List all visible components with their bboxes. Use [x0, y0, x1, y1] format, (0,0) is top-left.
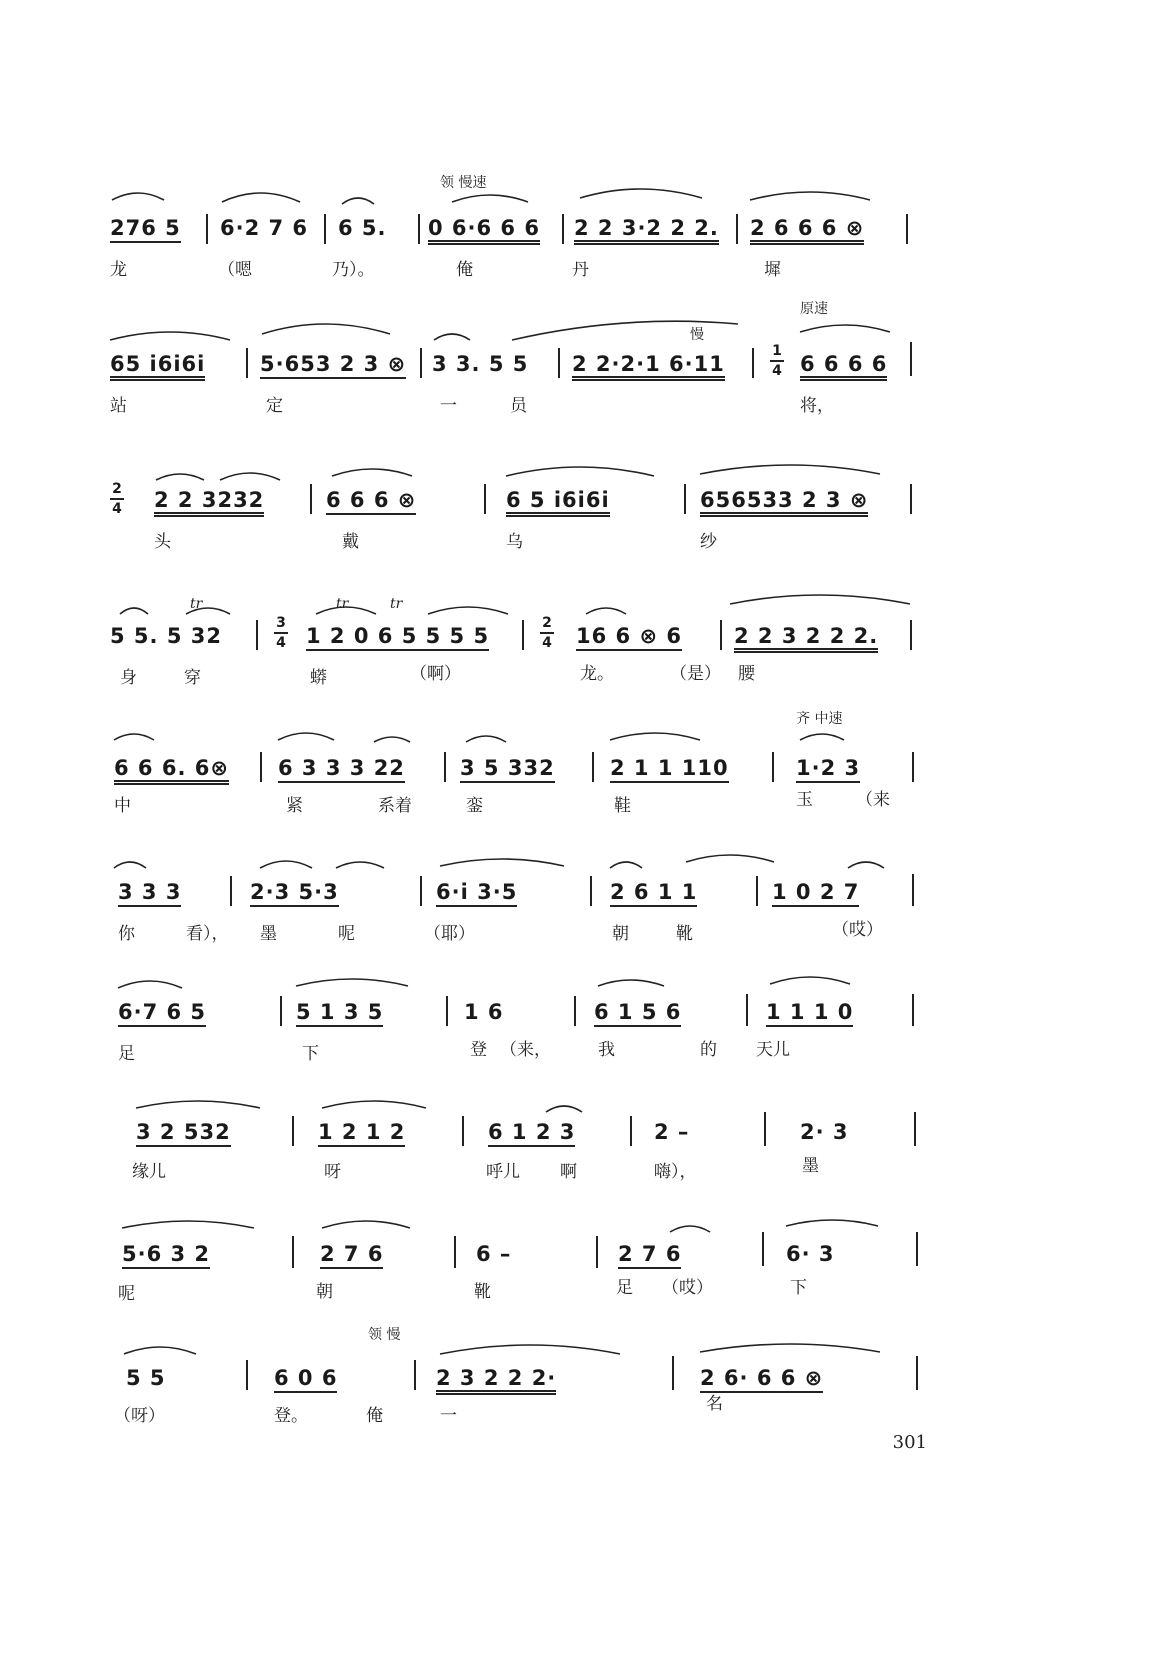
lyric: 俺	[366, 1406, 383, 1426]
lyric: 靴	[474, 1282, 491, 1302]
measure: 6 6 6. 6⊗	[114, 758, 229, 785]
lyric: 你	[118, 924, 135, 944]
tempo-mark: 齐 中速	[796, 711, 843, 727]
measure: 5·6 3 2	[122, 1244, 210, 1269]
barline	[910, 620, 912, 650]
lyric: 朝	[316, 1282, 333, 1302]
measure: 1 1 1 0	[766, 1002, 853, 1027]
measure: 2 6 6 6 ⊗	[750, 218, 864, 245]
barline	[462, 1116, 464, 1146]
lyric: 名	[706, 1394, 723, 1414]
measure: 6·7 6 5	[118, 1002, 206, 1027]
barline	[260, 752, 262, 782]
lyric: 一	[440, 1406, 457, 1426]
measure: 1 2 0 6 5 5 5 5	[306, 626, 489, 651]
measure: 6 5.	[338, 216, 387, 240]
lyric: 啊	[560, 1162, 577, 1182]
lyric: （哎）	[832, 920, 883, 940]
barline	[446, 996, 448, 1026]
time-signature: 3 4	[274, 616, 288, 650]
measure: 6 6 6 6	[800, 354, 887, 381]
lyric: 登	[470, 1040, 487, 1060]
measure: 6 5 i6i6i	[506, 490, 610, 517]
measure: 6 3 3 3 22	[278, 758, 405, 783]
lyric: 下	[302, 1044, 319, 1064]
slur-arcs	[110, 1324, 990, 1474]
time-signature: 2 4	[110, 482, 124, 516]
lyric: 定	[266, 396, 283, 416]
barline	[292, 1116, 294, 1146]
measure: 3 5 332	[460, 758, 555, 783]
lyric: （啊）	[410, 664, 461, 684]
lyric: 下	[790, 1278, 807, 1298]
tempo-mark: 慢	[690, 327, 704, 343]
lyric: 一	[440, 396, 457, 416]
barline	[280, 996, 282, 1026]
barline	[256, 620, 258, 650]
barline	[912, 874, 914, 906]
measure: 2 1 1 110	[610, 758, 729, 783]
lyric: 靴	[676, 924, 693, 944]
barline	[762, 1232, 764, 1266]
barline	[916, 1232, 918, 1266]
barline	[910, 342, 912, 376]
barline	[914, 1112, 916, 1146]
measure: 6 –	[476, 1242, 512, 1266]
measure: 16 6 ⊗ 6	[576, 626, 682, 651]
lyric: 呀	[324, 1162, 341, 1182]
measure: 1 0 2 7	[772, 882, 859, 907]
barline	[912, 752, 914, 782]
barline	[484, 484, 486, 514]
measure: 2 3 2 2 2·	[436, 1368, 556, 1395]
measure: 6·2 7 6	[220, 216, 309, 240]
barline	[444, 752, 446, 782]
measure: 6·i 3·5	[436, 882, 517, 907]
lyric: 足	[118, 1044, 135, 1064]
trill-mark: tr	[390, 596, 403, 612]
measure: 276 5	[110, 218, 181, 243]
barline	[752, 348, 754, 378]
barline	[454, 1236, 456, 1268]
barline	[590, 876, 592, 906]
lyric: 紧	[286, 796, 303, 816]
barline	[764, 1112, 766, 1146]
measure: 1·2 3	[796, 758, 860, 783]
measure: 2 6· 6 6 ⊗	[700, 1368, 823, 1393]
measure: 5 5. 5 32	[110, 624, 222, 648]
barline	[324, 214, 326, 244]
barline	[736, 214, 738, 244]
measure: 2 7 6	[618, 1244, 681, 1269]
barline	[418, 214, 420, 244]
lyric: （来	[856, 790, 890, 810]
lyric: 朝	[612, 924, 629, 944]
lyric: 龙。	[580, 664, 614, 684]
barline	[910, 484, 912, 514]
measure: 6· 3	[786, 1242, 835, 1266]
measure: 6 1 5 6	[594, 1002, 681, 1027]
measure: 2 2 3 2 2 2.	[734, 626, 878, 653]
measure: 3 3 3	[118, 882, 181, 907]
lyric: 穿	[184, 668, 201, 688]
lyric: 的	[700, 1040, 717, 1060]
lyric: 墨	[802, 1156, 819, 1176]
measure: 6 1 2 3	[488, 1122, 575, 1147]
lyric: 玉	[796, 790, 813, 810]
measure: 3 3. 5 5	[432, 352, 529, 376]
barline	[420, 348, 422, 378]
tempo-mark: 领 慢	[368, 1327, 401, 1343]
measure: 2·3 5·3	[250, 882, 339, 907]
barline	[756, 876, 758, 906]
tempo-mark: 领 慢速	[440, 175, 487, 191]
barline	[414, 1360, 416, 1390]
measure: 5 1 3 5	[296, 1002, 383, 1027]
lyric: 呢	[118, 1284, 135, 1304]
lyric: 看），	[186, 924, 229, 944]
measure: 6 6 6 ⊗	[326, 490, 416, 515]
page-number: 301	[892, 1432, 927, 1453]
barline	[596, 1236, 598, 1268]
barline	[310, 484, 312, 514]
barline	[684, 484, 686, 514]
lyric: 系着	[378, 796, 412, 816]
measure: 2 –	[654, 1120, 690, 1144]
trill-mark: tr	[336, 596, 349, 612]
lyric: 足	[616, 1278, 633, 1298]
lyric: 俺	[456, 260, 473, 280]
barline	[574, 996, 576, 1026]
barline	[720, 620, 722, 650]
measure: 1 2 1 2	[318, 1122, 405, 1147]
measure: 2 2 3232	[154, 490, 264, 517]
lyric: （呀）	[114, 1406, 165, 1426]
lyric: 呢	[338, 924, 355, 944]
barline	[292, 1236, 294, 1268]
measure: 3 2 532	[136, 1122, 231, 1147]
barline	[246, 1360, 248, 1390]
barline	[558, 348, 560, 378]
measure: 2 7 6	[320, 1244, 383, 1269]
barline	[206, 214, 208, 244]
measure: 65 i6i6i	[110, 354, 205, 381]
barline	[246, 348, 248, 378]
lyric: 员	[510, 396, 527, 416]
lyric: （嗯	[218, 260, 252, 280]
lyric: 登。	[274, 1406, 308, 1426]
barline	[916, 1356, 918, 1390]
lyric: 站	[110, 396, 127, 416]
lyric: 乃）。	[332, 260, 375, 280]
time-signature: 1 4	[770, 344, 784, 378]
measure: 6 0 6	[274, 1368, 337, 1393]
lyric: 嗨），	[654, 1162, 697, 1182]
lyric: 龙	[110, 260, 127, 280]
barline	[906, 214, 908, 244]
measure: 656533 2 3 ⊗	[700, 490, 868, 517]
barline	[746, 994, 748, 1026]
lyric: 腰	[738, 664, 755, 684]
barline	[230, 876, 232, 906]
measure: 2 2 3·2 2 2.	[574, 218, 719, 245]
trill-mark: tr	[190, 596, 203, 612]
barline	[672, 1356, 674, 1390]
barline	[630, 1116, 632, 1146]
lyric: 身	[120, 668, 137, 688]
lyric: 头	[154, 532, 171, 552]
barline	[912, 994, 914, 1026]
lyric: 缘儿	[132, 1162, 166, 1182]
lyric: 纱	[700, 532, 717, 552]
measure: 2· 3	[800, 1120, 849, 1144]
barline	[562, 214, 564, 244]
lyric: 呼儿	[486, 1162, 520, 1182]
lyric: 蟒	[310, 668, 327, 688]
time-signature: 2 4	[540, 616, 554, 650]
lyric: 墀	[764, 260, 781, 280]
measure: 5 5	[126, 1366, 166, 1390]
lyric: 銮	[466, 796, 483, 816]
measure: 1 6	[464, 1000, 504, 1024]
barline	[772, 752, 774, 782]
barline	[420, 876, 422, 906]
lyric: 戴	[342, 532, 359, 552]
lyric: 中	[114, 796, 131, 816]
lyric: （来，	[500, 1040, 551, 1060]
lyric: 鞋	[614, 796, 631, 816]
tempo-mark: 原速	[800, 301, 828, 317]
measure: 2 2·2·1 6·11	[572, 354, 725, 381]
measure: 0 6·6 6 6	[428, 218, 540, 245]
measure: 5·653 2 3 ⊗	[260, 354, 406, 379]
lyric: （耶）	[424, 924, 475, 944]
lyric: 乌	[506, 532, 523, 552]
lyric: （是）	[670, 664, 721, 684]
barline	[522, 620, 524, 650]
lyric: 墨	[260, 924, 277, 944]
barline	[592, 752, 594, 782]
lyric: 丹	[572, 260, 589, 280]
measure: 2 6 1 1	[610, 882, 697, 907]
lyric: 我	[598, 1040, 615, 1060]
lyric: （哎）	[662, 1278, 713, 1298]
lyric: 将，	[800, 396, 834, 416]
lyric: 天儿	[756, 1040, 790, 1060]
